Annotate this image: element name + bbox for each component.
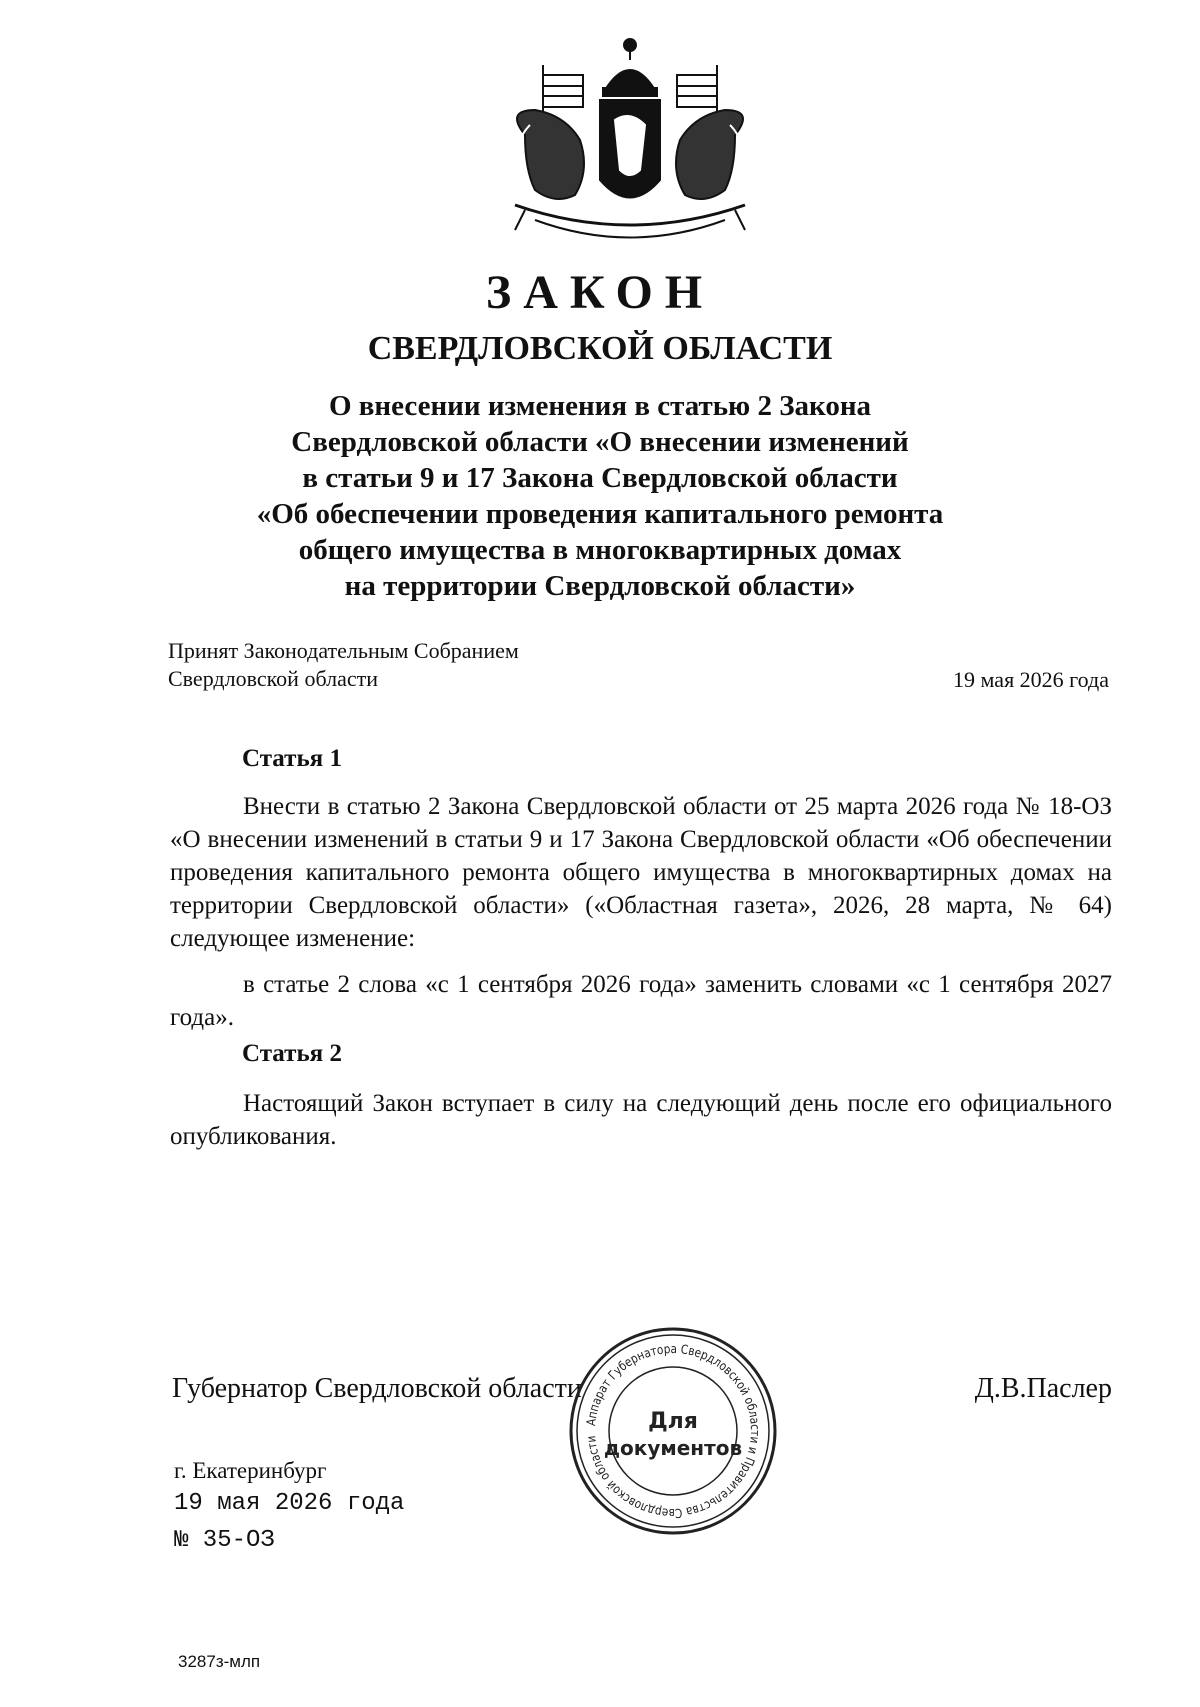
law-number: № 35-ОЗ (174, 1527, 275, 1554)
stamp-center-text: документов (603, 1436, 743, 1460)
article-1-paragraph: в статье 2 слова «с 1 сентября 2026 года» заменить словами «с 1 сентября 2027 года». (170, 971, 1112, 1031)
article-2-title: Статья 2 (242, 1040, 342, 1067)
adoption-note (168, 637, 519, 693)
subject-line: в статьи 9 и 17 Закона Свердловской области (302, 462, 898, 494)
signatory-title: Губернатор Свердловской области (172, 1373, 582, 1404)
adoption-date: 19 мая 2026 года (953, 667, 1109, 692)
region-heading: СВЕРДЛОВСКОЙ ОБЛАСТИ (367, 330, 833, 367)
article-1-paragraph: Внести в статью 2 Закона Свердловской области от 25 марта 2026 года № 18-ОЗ «О внесении изменений в статьи 9 и 17 Закона Свердловской области «Об обеспечении проведения капитального ремонта общего имущества в многоквартирных домах на территории Свердловской области» («Областная газета», 2026, 28 марта, № 64) следующее изменение: (170, 793, 1112, 952)
signing-date: 19 мая 2026 года (174, 1490, 405, 1517)
adoption-line: Принят Законодательным Собранием (168, 638, 519, 663)
article-1-title: Статья 1 (242, 745, 342, 772)
subject-line: Свердловской области «О внесении изменений (291, 426, 909, 458)
subject-line: «Об обеспечении проведения капитального ремонта (256, 498, 944, 530)
law-subject (0, 388, 1200, 604)
official-stamp (567, 1325, 779, 1537)
signatory-name: Д.В.Паслер (974, 1373, 1112, 1404)
city: г. Екатеринбург (174, 1458, 327, 1483)
document-code: 3287з-млп (178, 1652, 261, 1671)
stamp-center-text: Для (648, 1409, 698, 1434)
subject-line: общего имущества в многоквартирных домах (298, 534, 902, 566)
subject-line: О внесении изменения в статью 2 Закона (328, 390, 872, 422)
adoption-line: Свердловской области (168, 666, 378, 691)
subject-line: на территории Свердловской области» (344, 570, 856, 602)
law-heading: ЗАКОН (485, 266, 715, 319)
stamp-ring-text: Аппарат Губернатора Свердловской области и Правительства Свердловской области (582, 1340, 764, 1522)
article-2-paragraph: Настоящий Закон вступает в силу на следующий день после его официального опубликования. (170, 1090, 1112, 1150)
coat-of-arms-emblem (495, 30, 765, 260)
